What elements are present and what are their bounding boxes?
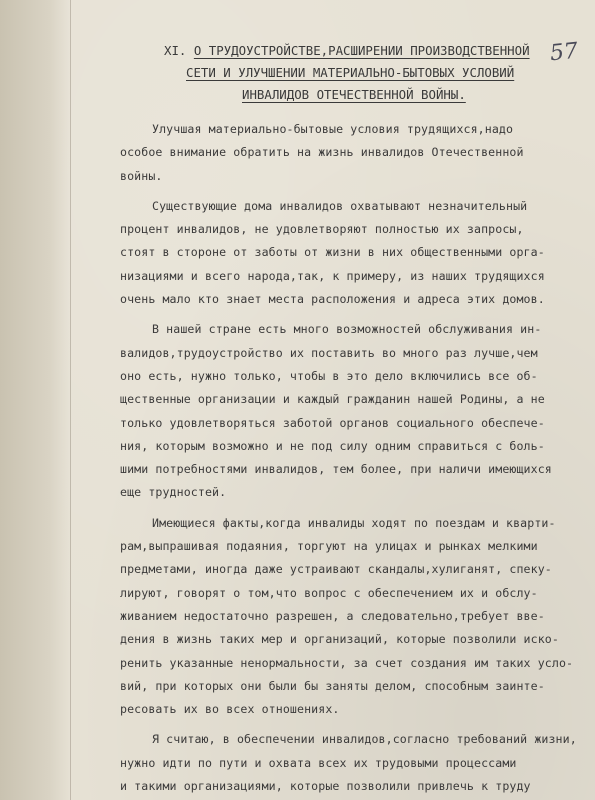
section-numeral: XI. [164, 43, 187, 58]
paragraph [120, 728, 577, 798]
text-line: ресовать их во всех отношениях. [120, 702, 340, 717]
text-line: шими потребностями инвалидов, тем более, при наличи имеющихся [120, 462, 552, 477]
text-line: вий, при которых они были бы заняты делом, способным заинте- [120, 678, 545, 693]
text-line: живанием недостаточно разрешен, а следовательно,требует вве- [120, 608, 545, 623]
binding-strip [0, 0, 70, 800]
heading-text-1: О ТРУДОУСТРОЙСТВЕ,РАСШИРЕНИИ ПРОИЗВОДСТВЕННОЙ [193, 43, 530, 58]
text-line: стоят в стороне от заботы от жизни в них общественными орга- [120, 245, 545, 260]
text-line: ния, которым возможно и не под силу одним справиться с боль- [120, 438, 545, 453]
text-line: Я считаю, в обеспечении инвалидов,согласно требований жизни, [152, 732, 577, 747]
text-line: оно есть, нужно только, чтобы в это дело включились все об- [120, 368, 538, 383]
text-line: только удовлетворяться заботой органов социального обеспече- [120, 415, 545, 430]
text-line: процент инвалидов, не удовлетворяют полностью их запросы, [120, 222, 524, 237]
text-line: В нашей стране есть много возможностей обслуживания ин- [152, 322, 542, 337]
text-line: еще трудностей. [120, 485, 227, 500]
heading-line-1 [150, 40, 550, 62]
paragraph [120, 318, 560, 504]
heading-text-3: ИНВАЛИДОВ ОТЕЧЕСТВЕННОЙ ВОЙНЫ. [242, 87, 466, 102]
paragraph [120, 118, 560, 188]
paragraph-gap [120, 721, 560, 728]
text-line: предметами, иногда даже устраивают скандалы,хулиганят, спеку- [120, 562, 552, 577]
text-line: щественные организации и каждый гражданин нашей Родины, а не [120, 392, 545, 407]
heading-line-2 [150, 62, 550, 84]
text-line: низациями и всего народа,так, к примеру, из наших трудящихся [120, 268, 545, 283]
text-line: особое внимание обратить на жизнь инвалидов Отечественной [120, 145, 524, 160]
fold-line [70, 0, 71, 800]
text-line: войны. [120, 168, 163, 183]
text-line: Имеющиеся факты,когда инвалиды ходят по поездам и кварти- [152, 515, 556, 530]
paragraph [120, 512, 574, 722]
paragraph-gap [120, 311, 560, 318]
text-line: ренить указанные ненормальности, за счет создания им таких усло- [120, 655, 574, 670]
paragraph-gap [120, 505, 560, 512]
section-heading [150, 40, 550, 106]
text-line: лируют, говорят о том,что вопрос с обеспечением их и обслу- [120, 585, 538, 600]
heading-line-3 [150, 84, 550, 106]
text-line: валидов,трудоустройство их поставить во много раз лучше,чем [120, 345, 538, 360]
text-line: рам,выпрашивая подаяния, торгуют на улицах и рынках мелкими [120, 539, 538, 554]
heading-text-2: СЕТИ И УЛУЧШЕНИИ МАТЕРИАЛЬНО-БЫТОВЫХ УСЛОВИЙ [186, 65, 515, 80]
text-line: и такими организациями, которые позволили привлечь к труду [120, 779, 531, 794]
paragraph [120, 195, 560, 311]
text-line: нужно идти по пути и охвата всех их трудовыми процессами [120, 755, 517, 770]
text-line: Улучшая материально-бытовые условия трудящихся,надо [152, 122, 514, 136]
text-line: дения в жизнь таких мер и организаций, которые позволили иско- [120, 632, 559, 647]
body-text [120, 118, 577, 798]
text-line: Существующие дома инвалидов охватывают незначительный [152, 198, 528, 213]
text-line: очень мало кто знает места расположения и адреса этих домов. [120, 292, 545, 307]
handwritten-page-number: 57 [548, 38, 580, 67]
paragraph-gap [120, 188, 560, 195]
